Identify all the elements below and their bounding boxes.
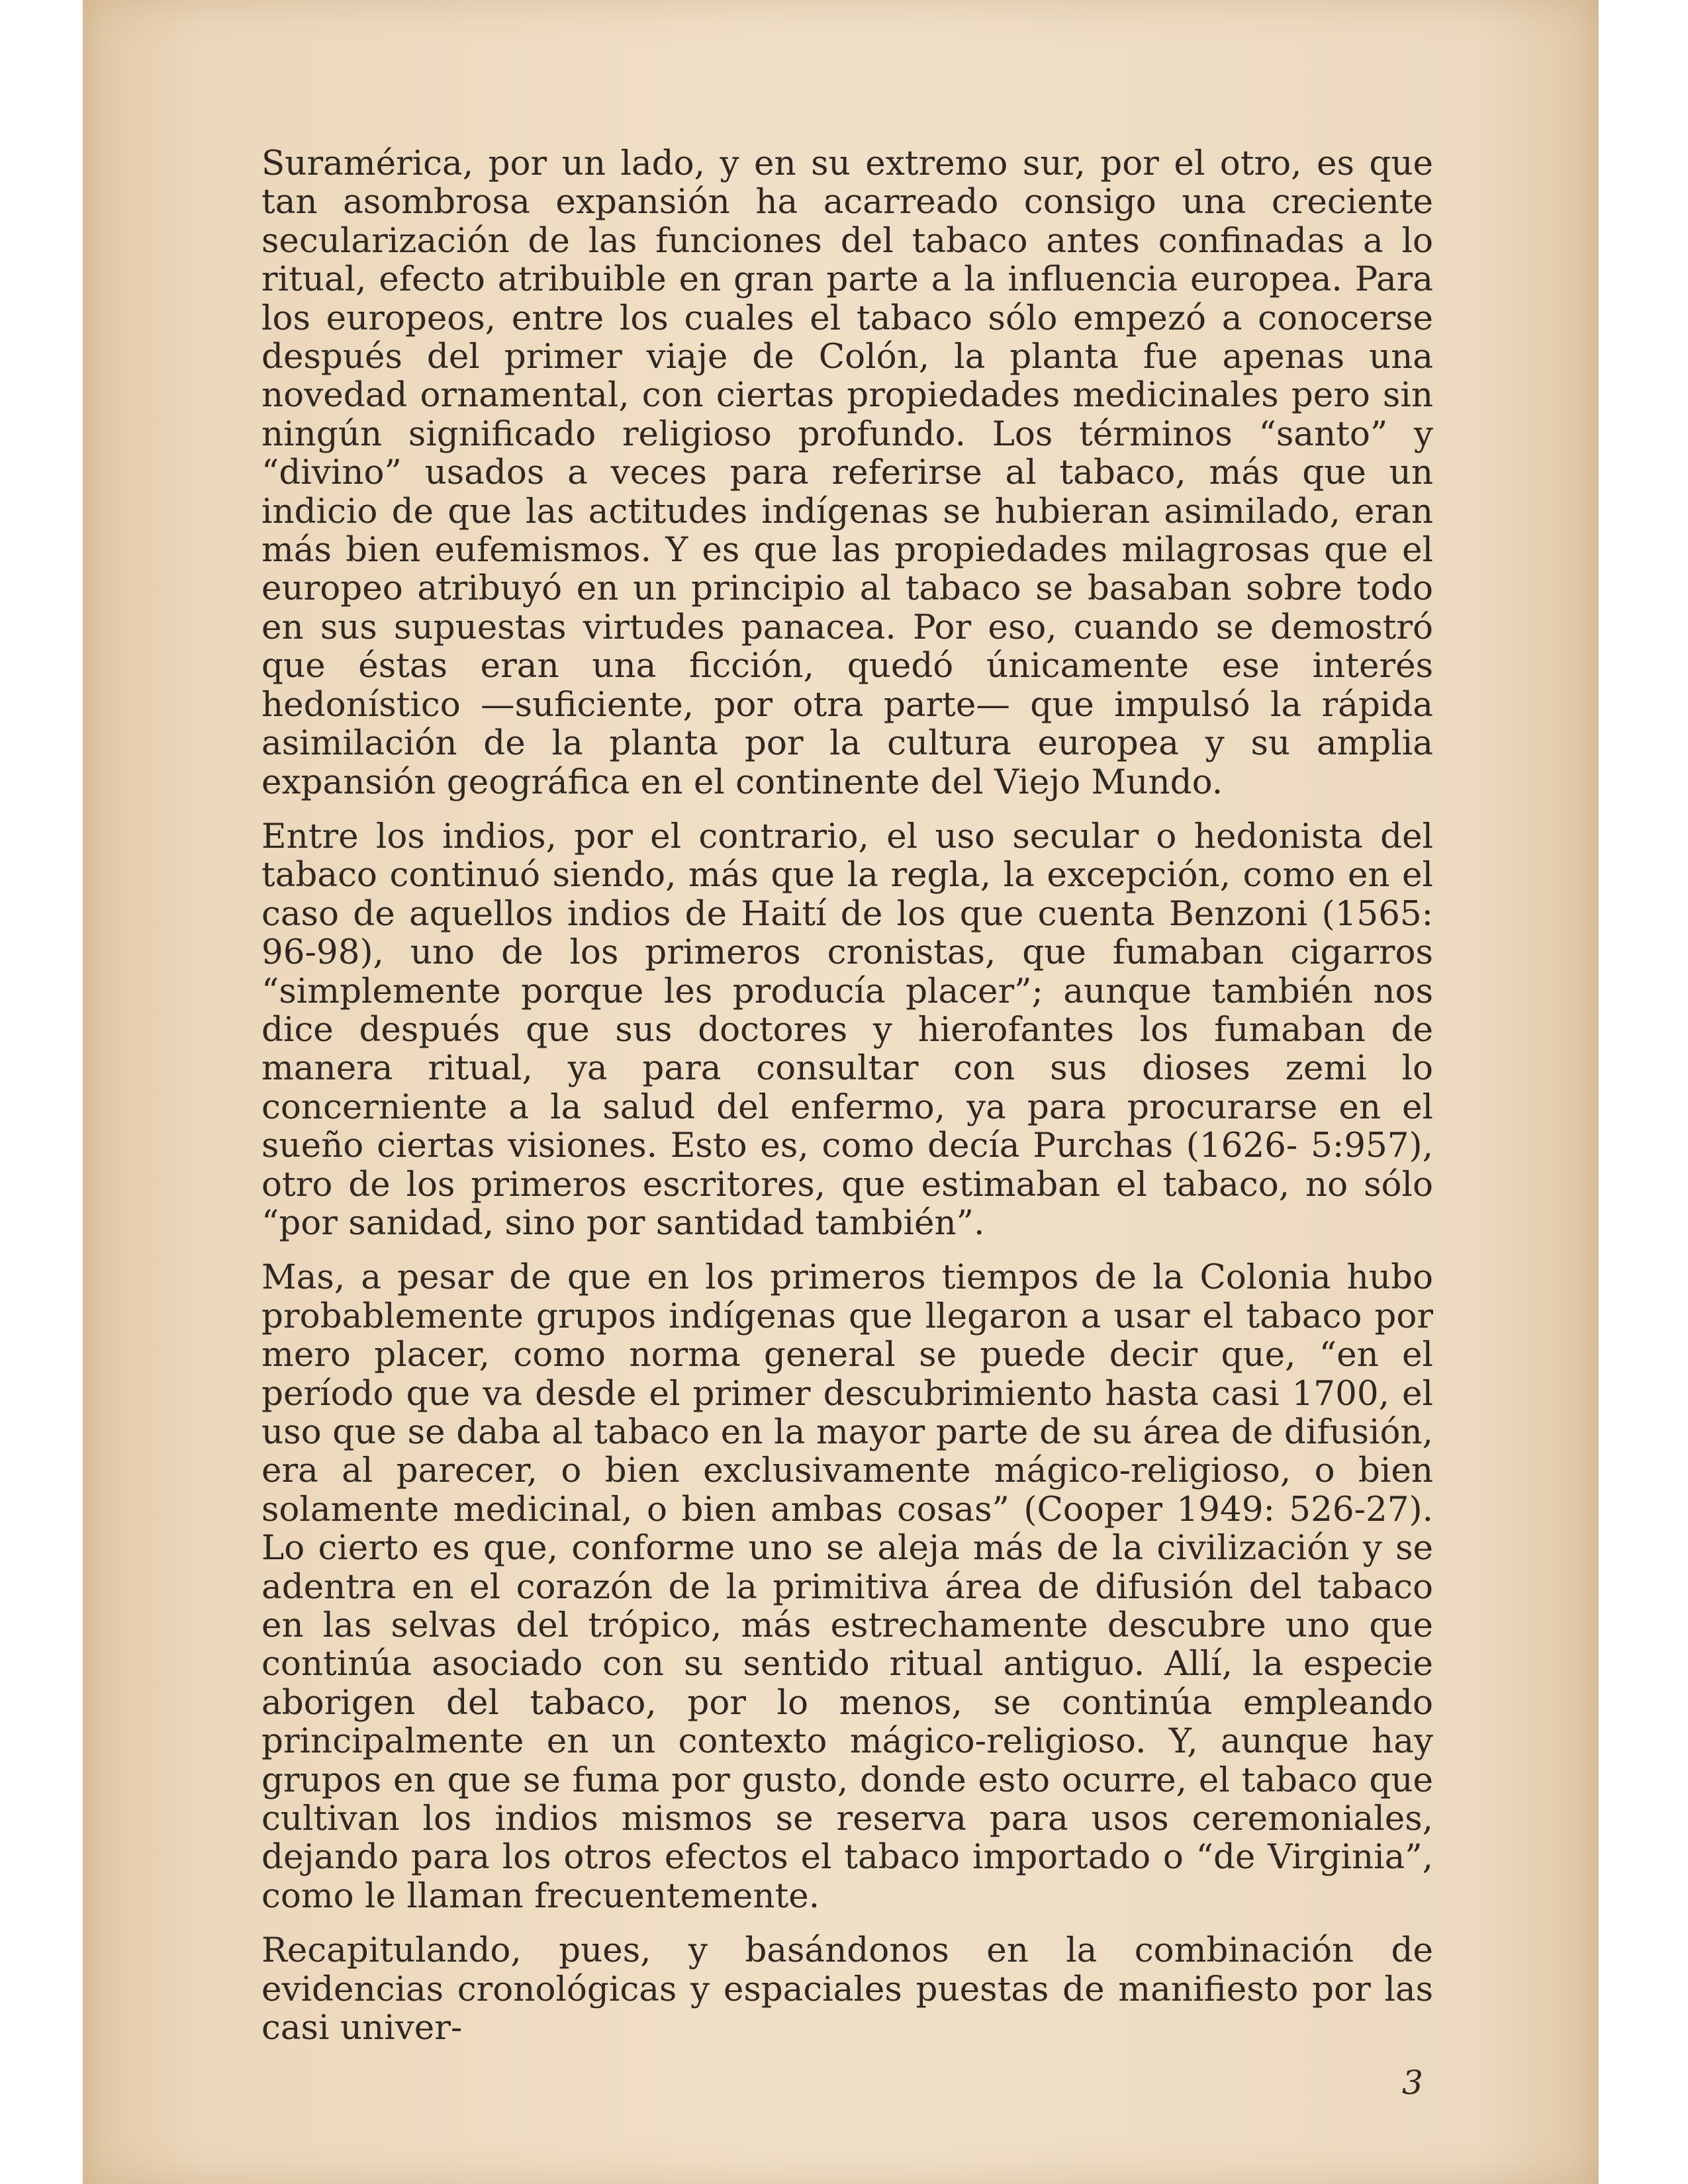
paragraph-4: Recapitulando, pues, y basándonos en la combinación de evidencias cronológicas y espaciales puestas de manifiesto por las casi univer-	[261, 1931, 1433, 2048]
paragraph-3: Mas, a pesar de que en los primeros tiempos de la Colonia hubo probablemente grupos indígenas que llegaron a usar el tabaco por mero placer, como norma general se puede decir que, “en el período que va desde el primer descubrimiento hasta casi 1700, el uso que se daba al tabaco en la mayor parte de su área de difusión, era al parecer, o bien exclusivamente mágico-religioso, o bien solamente medicinal, o bien ambas cosas” (Cooper 1949: 526-27). Lo cierto es que, conforme uno se aleja más de la civilización y se adentra en el corazón de la primitiva área de difusión del tabaco en las selvas del trópico, más estrechamente descubre uno que continúa asociado con su sentido ritual antiguo. Allí, la especie aborigen del tabaco, por lo menos, se continúa empleando principalmente en un contexto mágico-religioso. Y, aunque hay grupos en que se fuma por gusto, donde esto ocurre, el tabaco que cultivan los indios mismos se reserva para usos ceremoniales, dejando para los otros efectos el tabaco importado o “de Virginia”, como le llaman frecuentemente.	[261, 1257, 1433, 1916]
body-text	[261, 144, 1433, 2064]
page-number: 3	[1402, 2064, 1423, 2102]
paragraph-1: Suramérica, por un lado, y en su extremo sur, por el otro, es que tan asombrosa expansión ha acarreado consigo una creciente secularización de las funciones del tabaco antes confinadas a lo ritual, efecto atribuible en gran parte a la influencia europea. Para los europeos, entre los cuales el tabaco sólo empezó a conocerse después del primer viaje de Colón, la planta fue apenas una novedad ornamental, con ciertas propiedades medicinales pero sin ningún significado religioso profundo. Los términos “santo” y “divino” usados a veces para referirse al tabaco, más que un indicio de que las actitudes indígenas se hubieran asimilado, eran más bien eufemismos. Y es que las propiedades milagrosas que el europeo atribuyó en un principio al tabaco se basaban sobre todo en sus supuestas virtudes panacea. Por eso, cuando se demostró que éstas eran una ficción, quedó únicamente ese interés hedonístico —suficiente, por otra parte— que impulsó la rápida asimilación de la planta por la cultura europea y su amplia expansión geográfica en el continente del Viejo Mundo.	[261, 144, 1433, 802]
paragraph-2: Entre los indios, por el contrario, el uso secular o hedonista del tabaco continuó siendo, más que la regla, la excepción, como en el caso de aquellos indios de Haití de los que cuenta Benzoni (1565: 96-98), uno de los primeros cronistas, que fumaban cigarros “simplemente porque les producía placer”; aunque también nos dice después que sus doctores y hierofantes los fumaban de manera ritual, ya para consultar con sus dioses zemi lo concerniente a la salud del enfermo, ya para procurarse en el sueño ciertas visiones. Esto es, como decía Purchas (1626- 5:957), otro de los primeros escritores, que estimaban el tabaco, no sólo “por sanidad, sino por santidad también”.	[261, 816, 1433, 1243]
